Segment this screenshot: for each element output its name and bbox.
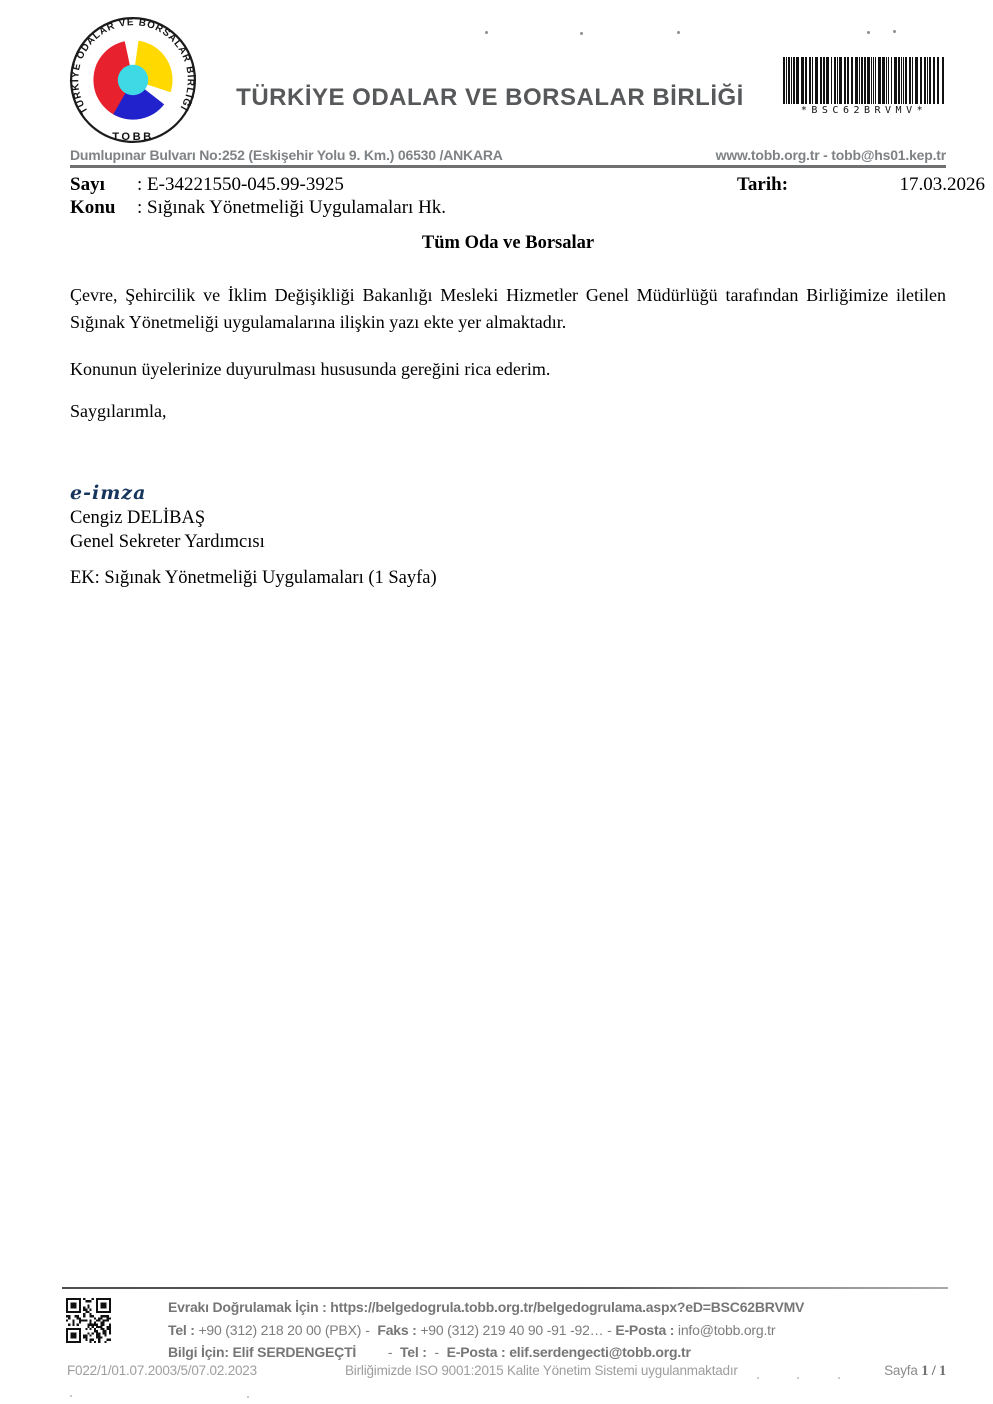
- konu-label: Konu: [70, 197, 116, 218]
- faks-label: Faks :: [377, 1321, 417, 1338]
- footer-info-line: [168, 1341, 958, 1364]
- logo-ring-text: TÜRKİYE ODALAR VE BORSALAR BİRLİĞİ: [70, 17, 196, 116]
- bilgi-value: Elif SERDENGEÇTİ: [232, 1344, 357, 1360]
- barcode-text: *BSC62BRVMV*: [800, 105, 928, 116]
- scan-artifact-dot: [247, 1396, 249, 1398]
- faks-value: +90 (312) 219 40 90 -91 -92… -: [420, 1321, 612, 1338]
- eposta-value[interactable]: info@tobb.org.tr: [677, 1321, 776, 1338]
- footer-phone-line: [168, 1319, 958, 1342]
- footer-divider: [62, 1287, 948, 1289]
- scan-artifact-dot: [867, 31, 870, 34]
- tel-label: Tel :: [168, 1321, 195, 1338]
- scan-artifact-dot: [580, 32, 583, 35]
- sayi-value: : E-34221550-045.99-3925: [137, 174, 344, 195]
- qr-code: [66, 1298, 111, 1343]
- separator-dash: -: [434, 1344, 439, 1360]
- org-address: Dumlupınar Bulvarı No:252 (Eskişehir Yolu 9. Km.) 06530 /ANKARA: [70, 147, 503, 163]
- header-divider: [70, 165, 946, 168]
- body-paragraph-2: Konunun üyelerinize duyurulması hususunda gereğini rica ederim.: [70, 359, 551, 379]
- page-value: 1 / 1: [921, 1363, 946, 1379]
- e-signature-mark: e-imza: [70, 482, 147, 504]
- closing-line: Saygılarımla,: [70, 401, 167, 421]
- scan-artifact-dot: [757, 1377, 759, 1379]
- tarih-label: Tarih:: [737, 174, 789, 195]
- attachment-line: EK: Sığınak Yönetmeliği Uygulamaları (1 Sayfa): [70, 568, 437, 588]
- separator-dash: -: [387, 1344, 393, 1360]
- tobb-logo: [64, 16, 202, 148]
- eposta2-value[interactable]: elif.serdengecti@tobb.org.tr: [509, 1344, 691, 1360]
- eposta-label: E-Posta :: [615, 1321, 675, 1338]
- logo-cyan-center: [118, 65, 148, 95]
- form-code: F022/1/01.07.2003/5/07.02.2023: [67, 1363, 257, 1378]
- tel2-label: Tel :: [399, 1344, 427, 1360]
- page-label: Sayfa: [884, 1363, 918, 1378]
- iso-statement: Birliğimizde ISO 9001:2015 Kalite Yönetim Sistemi uygulanmaktadır: [345, 1363, 738, 1378]
- scan-artifact-dot: [797, 1377, 799, 1379]
- barcode: [783, 57, 945, 116]
- recipient-line: Tüm Oda ve Borsalar: [421, 233, 595, 253]
- signer-name: Cengiz DELİBAŞ: [70, 508, 206, 528]
- sayi-label: Sayı: [70, 174, 105, 195]
- eposta2-label: E-Posta :: [446, 1344, 506, 1360]
- bilgi-label: Bilgi İçin:: [168, 1344, 229, 1360]
- konu-value: : Sığınak Yönetmeliği Uygulamaları Hk.: [137, 197, 447, 218]
- scan-artifact-dot: [893, 30, 896, 33]
- barcode-bars: [783, 57, 945, 104]
- tarih-value: 17.03.2026: [899, 174, 985, 195]
- scan-artifact-dot: [838, 1377, 840, 1379]
- body-paragraph-1: Çevre, Şehircilik ve İklim Değişikliği Bakanlığı Mesleki Hizmetler Genel Müdürlüğü tarafından Birliğimize iletilen Sığınak Yönetmeliği uygulamalarına ilişkin yazı ekte yer almaktadır.: [70, 285, 946, 332]
- footer-contact-block: [168, 1296, 958, 1364]
- tobb-logo-graphic: [64, 16, 202, 148]
- separator-dash: -: [365, 1321, 370, 1338]
- org-web-email[interactable]: www.tobb.org.tr - tobb@hs01.kep.tr: [715, 147, 946, 163]
- logo-tobb-text: TOBB: [112, 130, 154, 143]
- verify-url[interactable]: https://belgedogrula.tobb.org.tr/belgedogrulama.aspx?eD=BSC62BRVMV: [330, 1299, 805, 1315]
- scan-artifact-dot: [70, 1395, 72, 1397]
- scan-artifact-dot: [485, 31, 488, 34]
- footer-verify-line: [168, 1296, 958, 1319]
- verify-label: Evrakı Doğrulamak İçin :: [168, 1299, 327, 1315]
- org-title: TÜRKİYE ODALAR VE BORSALAR BİRLİĞİ: [236, 84, 744, 111]
- logo-blue-blade: [121, 95, 152, 104]
- page-number: [884, 1363, 946, 1380]
- tel-value: +90 (312) 218 20 00 (PBX): [198, 1321, 362, 1338]
- signer-title: Genel Sekreter Yardımcısı: [70, 532, 265, 552]
- scan-artifact-dot: [677, 31, 680, 34]
